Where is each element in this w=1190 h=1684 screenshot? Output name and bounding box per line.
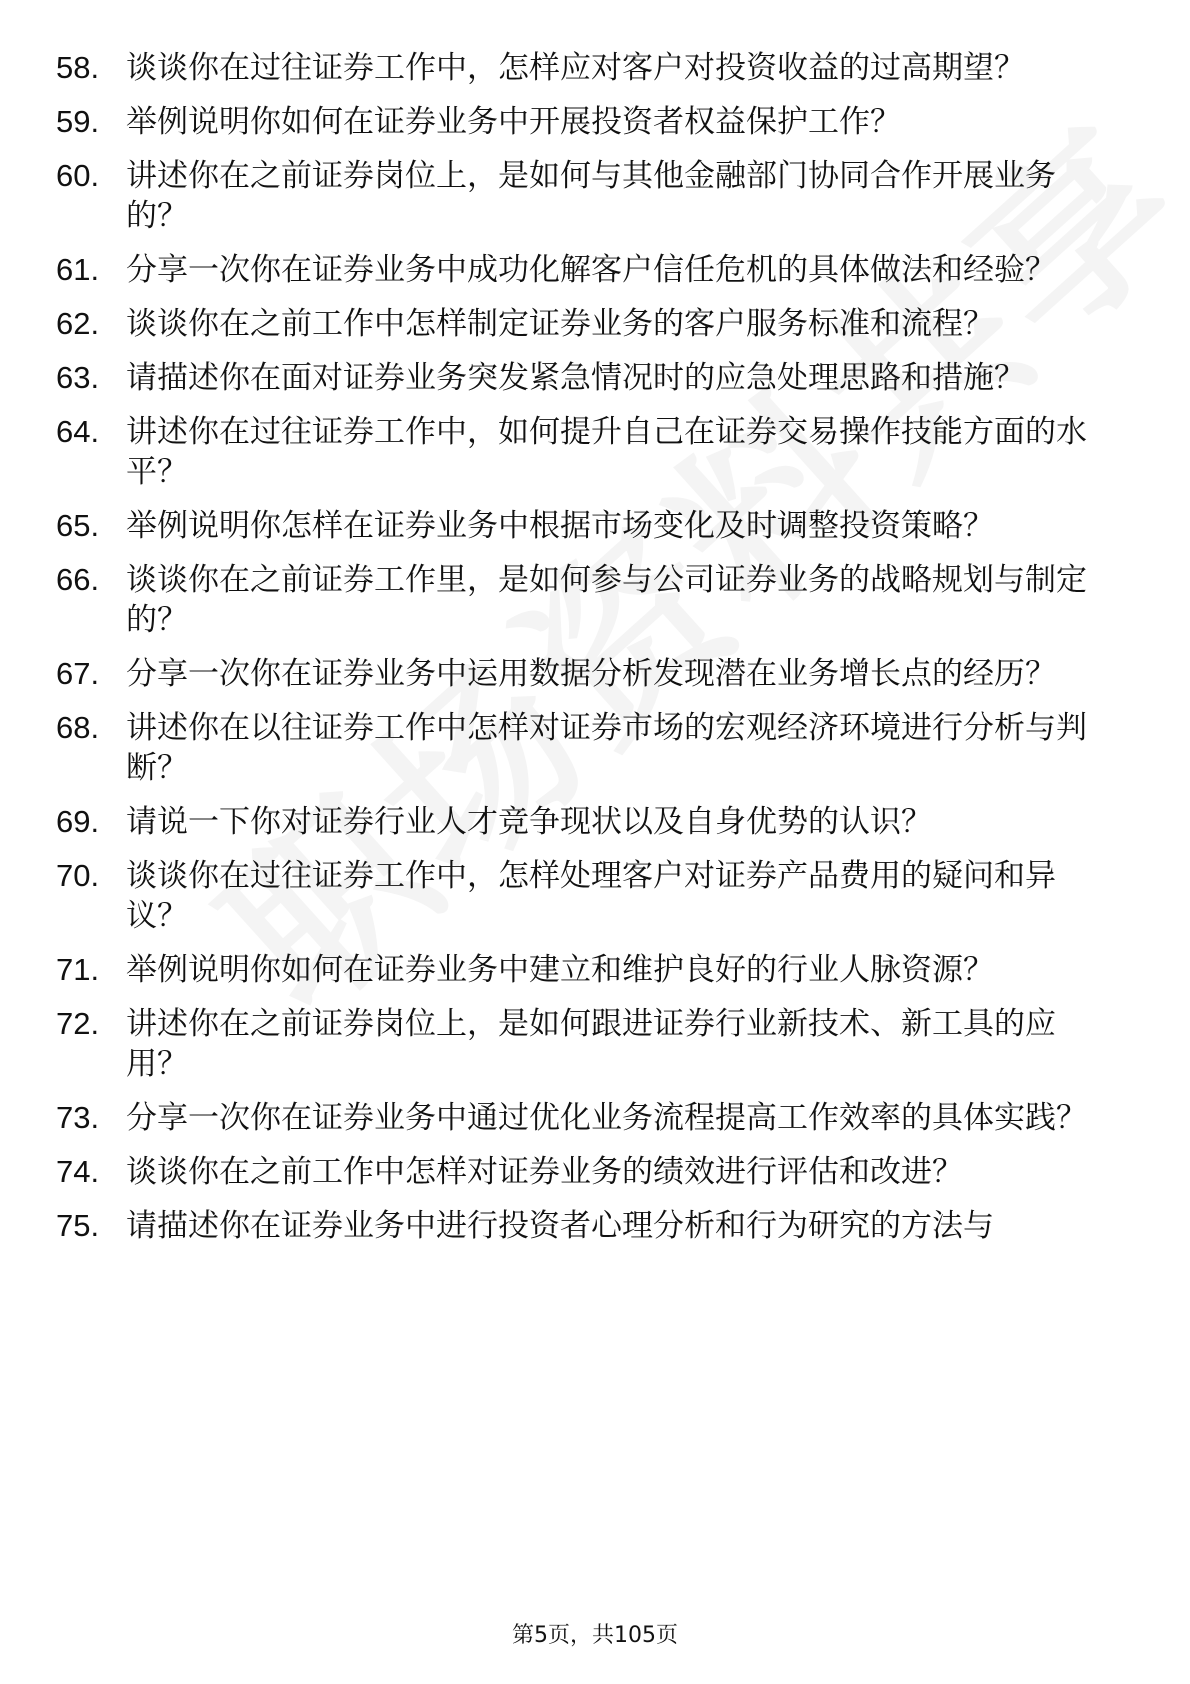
list-item: [56, 1206, 1136, 1246]
question-number: 75.: [56, 1208, 100, 1243]
list-item: [56, 708, 1136, 788]
question-text: 分享一次你在证券业务中运用数据分析发现潜在业务增长点的经历？: [126, 656, 1056, 692]
question-number: 71.: [56, 952, 100, 987]
question-text: 请描述你在证券业务中进行投资者心理分析和行为研究的方法与: [126, 1208, 994, 1244]
question-number: 65.: [56, 508, 100, 543]
question-number: 74.: [56, 1154, 100, 1189]
question-list: [56, 48, 1136, 1260]
question-text: 讲述你在之前证券岗位上，是如何跟进证券行业新技术、新工具的应用？: [126, 1006, 1056, 1082]
list-item: [56, 412, 1136, 492]
question-text: 请说一下你对证券行业人才竞争现状以及自身优势的认识？: [126, 804, 932, 840]
list-item: [56, 560, 1136, 640]
list-item: [56, 802, 1136, 842]
question-number: 70.: [56, 858, 100, 893]
list-item: [56, 1098, 1136, 1138]
page-number-footer: 第5页，共105页: [512, 1623, 678, 1648]
question-text: 举例说明你怎样在证券业务中根据市场变化及时调整投资策略？: [126, 508, 994, 544]
list-item: [56, 506, 1136, 546]
question-number: 61.: [56, 252, 100, 287]
list-item: [56, 1152, 1136, 1192]
question-number: 73.: [56, 1100, 100, 1135]
question-text: 分享一次你在证券业务中通过优化业务流程提高工作效率的具体实践？: [126, 1100, 1087, 1136]
question-text: 谈谈你在之前证券工作里，是如何参与公司证券业务的战略规划与制定的？: [126, 562, 1087, 638]
question-number: 72.: [56, 1006, 100, 1041]
list-item: [56, 102, 1136, 142]
question-text: 请描述你在面对证券业务突发紧急情况时的应急处理思路和措施？: [126, 360, 1025, 396]
question-number: 68.: [56, 710, 100, 745]
question-number: 60.: [56, 158, 100, 193]
list-item: [56, 856, 1136, 936]
question-text: 谈谈你在之前工作中怎样对证券业务的绩效进行评估和改进？: [126, 1154, 963, 1190]
list-item: [56, 654, 1136, 694]
list-item: [56, 358, 1136, 398]
question-number: 69.: [56, 804, 100, 839]
question-text: 谈谈你在过往证券工作中，怎样处理客户对证券产品费用的疑问和异议？: [126, 858, 1056, 934]
question-number: 58.: [56, 50, 100, 85]
question-text: 讲述你在过往证券工作中，如何提升自己在证券交易操作技能方面的水平？: [126, 414, 1087, 490]
question-number: 59.: [56, 104, 100, 139]
question-number: 64.: [56, 414, 100, 449]
question-number: 62.: [56, 306, 100, 341]
question-number: 63.: [56, 360, 100, 395]
question-number: 67.: [56, 656, 100, 691]
question-text: 举例说明你如何在证券业务中开展投资者权益保护工作？: [126, 104, 901, 140]
question-number: 66.: [56, 562, 100, 597]
question-text: 举例说明你如何在证券业务中建立和维护良好的行业人脉资源？: [126, 952, 994, 988]
list-item: [56, 48, 1136, 88]
list-item: [56, 156, 1136, 236]
list-item: [56, 250, 1136, 290]
question-text: 讲述你在之前证券岗位上，是如何与其他金融部门协同合作开展业务的？: [126, 158, 1056, 234]
list-item: [56, 304, 1136, 344]
question-text: 谈谈你在之前工作中怎样制定证券业务的客户服务标准和流程？: [126, 306, 994, 342]
question-text: 讲述你在以往证券工作中怎样对证券市场的宏观经济环境进行分析与判断？: [126, 710, 1087, 786]
question-text: 分享一次你在证券业务中成功化解客户信任危机的具体做法和经验？: [126, 252, 1056, 288]
question-text: 谈谈你在过往证券工作中，怎样应对客户对投资收益的过高期望？: [126, 50, 1025, 86]
list-item: [56, 950, 1136, 990]
list-item: [56, 1004, 1136, 1084]
